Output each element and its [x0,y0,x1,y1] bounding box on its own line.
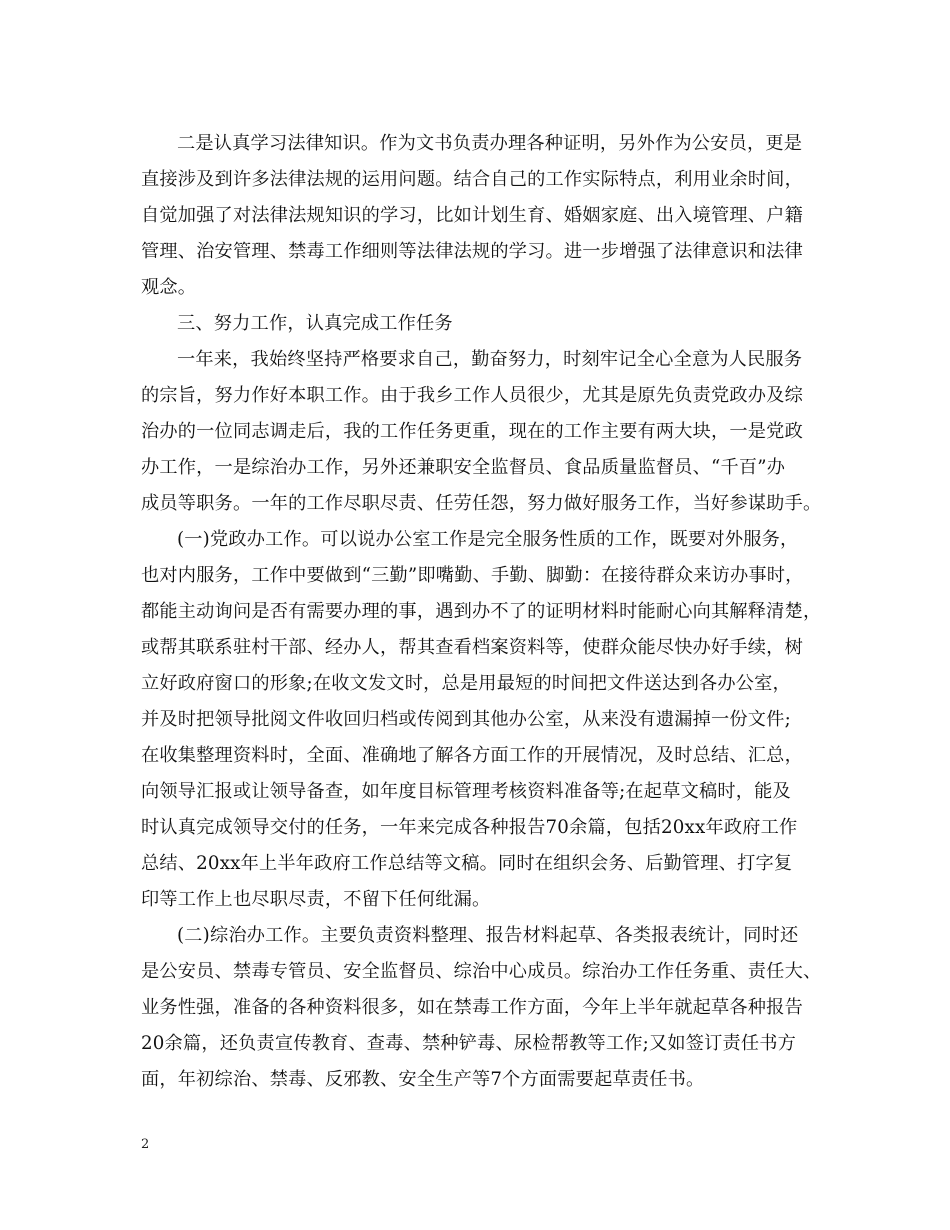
text-line: 业务性强，准备的各种资料很多，如在禁毒工作方面，今年上半年就起草各种报告 [141,997,803,1018]
text-line: 是公安员、禁毒专管员、安全监督员、综治中心成员。综治办工作任务重、责任大、 [141,961,822,982]
page-number: 2 [141,1137,150,1152]
text-line: 治办的一位同志调走后，我的工作任务更重，现在的工作主要有两大块，一是党政 [141,421,803,442]
text-line: 直接涉及到许多法律法规的运用问题。结合自己的工作实际特点，利用业余时间， [141,169,803,190]
text-line: 印等工作上也尽职尽责，不留下任何纰漏。 [141,889,491,910]
text-line: 立好政府窗口的形象;在收文发文时，总是用最短的时间把文件送达到各办公室， [141,673,791,694]
text-line: 在收集整理资料时，全面、准确地了解各方面工作的开展情况，及时总结、汇总， [141,745,803,766]
text-line: 面，年初综治、禁毒、反邪教、安全生产等7个方面需要起草责任书。 [141,1069,705,1090]
text-line: 成员等职务。一年的工作尽职尽责、任劳任怨，努力做好服务工作，当好参谋助手。 [141,493,822,514]
text-line: 管理、治安管理、禁毒工作细则等法律法规的学习。进一步增强了法律意识和法律 [141,241,803,262]
text-line: 并及时把领导批阅文件收回归档或传阅到其他办公室，从来没有遗漏掉一份文件; [141,709,791,730]
text-line: 二是认真学习法律知识。作为文书负责办理各种证明，另外作为公安员，更是 [177,133,803,154]
text-line: (二)综治办工作。主要负责资料整理、报告材料起草、各类报表统计，同时还 [177,925,799,946]
text-line: 总结、20xx年上半年政府工作总结等文稿。同时在组织会务、后勤管理、打字复 [141,853,793,874]
text-line: 20余篇，还负责宣传教育、查毒、禁种铲毒、尿检帮教等工作;又如签订责任书方 [141,1033,797,1054]
text-line: 时认真完成领导交付的任务，一年来完成各种报告70余篇，包括20xx年政府工作 [141,817,798,838]
text-line: (一)党政办工作。可以说办公室工作是完全服务性质的工作，既要对外服务， [177,529,799,550]
section-heading: 三、努力工作，认真完成工作任务 [177,313,453,334]
text-line: 或帮其联系驻村干部、经办人，帮其查看档案资料等，使群众能尽快办好手续，树 [141,637,803,658]
text-line: 自觉加强了对法律法规知识的学习，比如计划生育、婚姻家庭、出入境管理、户籍 [141,205,803,226]
text-line: 观念。 [141,277,197,298]
text-line: 的宗旨，努力作好本职工作。由于我乡工作人员很少，尤其是原先负责党政办及综 [141,385,803,406]
text-line: 向领导汇报或让领导备查，如年度目标管理考核资料准备等;在起草文稿时，能及 [141,781,791,802]
text-line: 一年来，我始终坚持严格要求自己，勤奋努力，时刻牢记全心全意为人民服务 [177,349,803,370]
text-line: 办工作，一是综治办工作，另外还兼职安全监督员、食品质量监督员、“千百”办 [141,457,786,478]
text-line: 都能主动询问是否有需要办理的事，遇到办不了的证明材料时能耐心向其解释清楚， [141,601,822,622]
text-line: 也对内服务，工作中要做到“三勤”即嘴勤、手勤、脚勤：在接待群众来访办事时， [141,565,804,586]
